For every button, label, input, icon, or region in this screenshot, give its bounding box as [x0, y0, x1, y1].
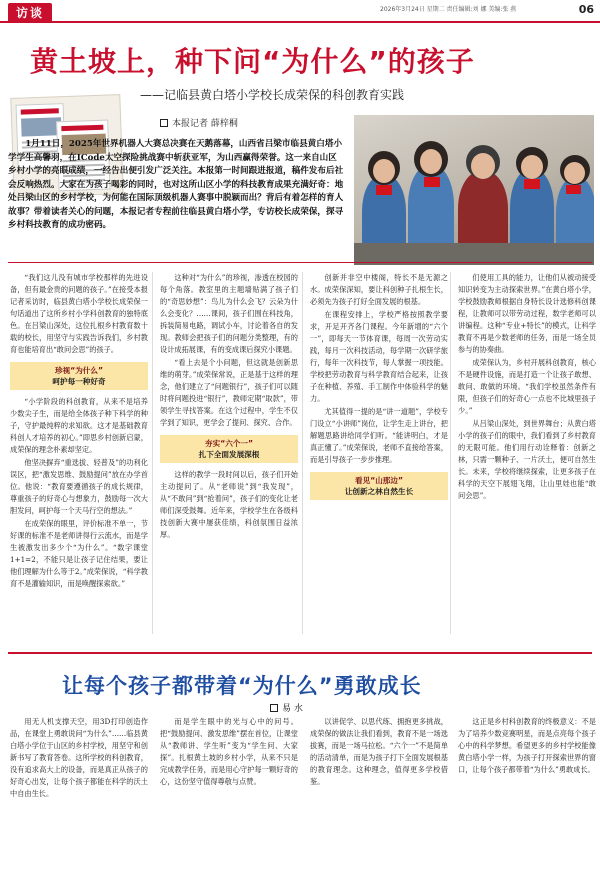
byline-box-icon [270, 704, 278, 712]
commentary-column-2 [160, 716, 298, 872]
subhead-line-1: 夯实“六个一” [205, 439, 253, 448]
subhead-line-2: 让创新之林自然生长 [344, 487, 414, 496]
paragraph: 创新并非空中楼阁，特长不是无源之水。成荣保深知，要让科创种子扎根生长，必须先为孩子打好全面发展的根基。 [310, 273, 448, 306]
paragraph: 在课程安排上，学校严格按照教学要求，开足开齐各门课程。今年新增的“六个一”，即每天一节体育课，每周一次劳动实践，每月一次科技活动，每学期一次研学旅行，每年一次科技节，每人掌握一项技能。学校把劳动教育与科学教育结合起来，让孩子在种植、养殖、手工制作中体验科学的魅力。 [310, 310, 448, 403]
byline-text: 本报记者 薛梓桐 [172, 119, 238, 129]
byline-box-icon [160, 119, 168, 127]
paragraph: 他坚决摒弃“重选拔、轻普及”的功利化误区，把“激发思维、鼓励提问”放在办学首位。他说：“教育要遵循孩子的成长规律，尊重孩子的好奇心与想象力，鼓励每一次大胆发问，呵护每一个天马行空的想法。” [10, 458, 148, 515]
subhead-line-1: 珍视“为什么” [55, 366, 103, 375]
section-divider [8, 262, 592, 263]
page-header [0, 0, 600, 22]
paragraph: 成荣保认为，乡村开展科创教育，核心不是硬件设施，而是打造一个让孩子敢想、敢问、敢做的环境。“我们学校虽然条件有限，但孩子们的好奇心一点也不比城里孩子少。” [458, 358, 596, 415]
commentary-column-1 [10, 716, 148, 872]
commentary-column-4 [458, 716, 596, 872]
column-divider [302, 272, 303, 634]
commentary-column-3 [310, 716, 448, 872]
paragraph: 尤其值得一提的是“讲一道题”，学校专门设立“小讲师”岗位，让学生走上讲台，把解题思路讲给同学们听。“能讲明白，才是真正懂了。”成荣保说，老师不直接给答案，而是引导孩子一步步推理。 [310, 407, 448, 464]
commentary-title: 让每个孩子都带着“为什么”勇敢成长 [62, 674, 422, 698]
page-number: 06 [578, 3, 594, 16]
section-subhead [160, 435, 298, 463]
paragraph: 而是学生眼中的光与心中的问号。把“鼓励提问、激发思维”摆在首位，让课堂从“教师讲、学生听”变为“学生问、大家探”。扎根黄土坡的乡村小学，从来不只是完成教学任务，而是用心守护每一颗好奇的心，这份坚守值得尊敬与点赞。 [160, 717, 298, 786]
column-divider [450, 272, 451, 634]
subhead-line-1: 看见“山那边” [355, 476, 403, 485]
article-byline [160, 116, 238, 129]
paragraph: 这种对“为什么”的珍视，渗透在校园的每个角落。教室里的主题墙贴满了孩子们的“奇思妙想”：鸟儿为什么会飞？云朵为什么会变化？……课间，孩子们围在科技角，拆装简易电路，调试小车，讨论着各自的发现。教师会把孩子们的问题分类整理，有的设计成拓展课，有的变成课后探究小课题。 [160, 273, 298, 354]
paragraph: “看上去是个小问题，但这就是创新思维的萌芽。”成荣保常说，正是基于这样的理念，他们建立了“问题银行”，孩子们可以随时将问题投进“银行”，教师定期“取款”，带领学生寻找答案。在这个过程中，学生不仅学到了知识，更学会了提问、探究、合作。 [160, 358, 298, 427]
section-subhead [10, 362, 148, 390]
classroom-photo [354, 115, 594, 265]
article-column-4 [458, 272, 596, 638]
paragraph: 这样的教学一段时间以后，孩子们开始主动提问了。从“老师说”到“我发现”，从“不敢问”到“抢着问”，孩子们的变化让老师们深受鼓舞。近年来，学校学生在各级科技创新大赛中屡获佳绩，科创氛围日益浓厚。 [160, 470, 298, 539]
commentary-divider [8, 652, 592, 654]
header-rule [0, 21, 600, 23]
paragraph: 以讲促学、以思代练、拥抱更多挑战，成荣保的做法让我们看到，教育不是一场选拔赛，而是一场马拉松。“六个一”不是简单的活动清单，而是为孩子打下全面发展根基的教育理念。这种理念，值得更多学校借鉴。 [310, 717, 448, 786]
article-intro: 1月11日，2025年世界机器人大赛总决赛在天鹅落幕，山西省吕梁市临县黄白塔小学学生高馨羽，在ICode太空探险挑战赛中斩获亚军，为山西赢得荣誉。这一来自山区乡村小学的亮眼成绩，一经告出便引发广泛关注。本报第一时间跟进报道，稿件发布后社会反响热烈。大家在为孩子喝彩的同时，也对这所山区小学的科技教育成果充满好奇：地处吕梁山区的乡村学校，为何能在国际顶级机器人赛事中脱颖而出？背后有着怎样的育人故事？带着读者关心的问题，本报记者专程前往临县黄白塔小学，专访校长成荣保，探寻乡村科技教育的成功密码。 [8, 139, 344, 230]
header-meta: 2026年3月24日 星期二 责任编辑:刘 娜 美编:张 燕 [380, 6, 517, 13]
article-headline: 黄土坡上，种下问“为什么”的孩子 [30, 45, 475, 78]
subhead-line-2: 呵护每一种好奇 [52, 377, 106, 386]
commentary-byline [270, 701, 303, 714]
paragraph: 这正是乡村科创教育的终极意义：不是为了培养少数竞赛明星，而是点亮每个孩子心中的科学梦想。希望更多的乡村学校能像黄白塔小学一样，为孩子打开探索世界的窗口，让每个孩子都带着“为什么”勇敢成长。 [458, 717, 596, 774]
paragraph: 们使用工具的能力，让他们从被动接受知识转变为主动探索世界。”在黄白塔小学，学校鼓励教师根据自身特长设计选修科创课程，让教师可以带劳动过程，数学老师可以讲编程。这种“专业+特长”的模式，让科学教育不再是少数老师的任务，而是一场全员参与的协奏曲。 [458, 273, 596, 354]
subhead-line-2: 扎下全面发展深根 [198, 450, 260, 459]
paragraph: 用无人机支撑天空，用3D打印创造作品，在课堂上勇敢说问“为什么”……临县黄白塔小学位于山区的乡村学校，用坚守和创新书写了教育答卷。这所学校的科创教育，没有追求高大上的设备，而是真正从孩子的好奇心出发，让每个孩子都能在科学的沃土中自由生长。 [10, 717, 148, 798]
commentary-author: 易 水 [282, 704, 303, 714]
column-divider [152, 272, 153, 634]
paragraph: “我们这儿没有城市学校那样的先进设备，但有最金贵的问题的孩子。”在接受本报记者采访时，临县黄白塔小学校长成荣保一句话道出了这所乡村小学科创教育的独特底色。在吕梁山深处，这位扎根乡村教育数十载的校长，用坚守与实践告诉我们，乡村教育也能培育出“敢问会思”的孩子。 [10, 273, 148, 354]
section-tag: 访谈 [8, 3, 52, 23]
section-subhead [310, 472, 448, 500]
paragraph: “小学阶段的科创教育，从来不是培养少数尖子生，而是给全体孩子种下科学的种子，守护最纯粹的求知欲。这才是基础教育科创人才培养的初心。”即思乡村创新启蒙，成荣保的理念朴素却坚定。 [10, 397, 148, 454]
article-column-2 [160, 272, 298, 638]
paragraph: 在成荣保的眼里，评价标准不单一，节好课的标准不是老师讲得行云流水，而是学生被激发出多少个“为什么”。“数字课堂1+1=2，不能只是让孩子记住结果，要让他们理解为什么等于2。”成荣保说，“科学教育不是灌输知识，而是唤醒探索欲。” [10, 519, 148, 588]
paragraph: 从吕梁山深处，到世界舞台；从黄白塔小学的孩子们的眼中，我们看到了乡村教育的无限可能。他们用行动诠释着：创新之林，只需一颗种子、一片沃土，便可自然生长。未来，学校将继续探索，让更多孩子在科学的天空下展翅飞翔，让山里娃也能“敢问会思”。 [458, 419, 596, 500]
article-subheadline: ——记临县黄白塔小学校长成荣保的科创教育实践 [140, 88, 405, 102]
article-column-3 [310, 272, 448, 638]
article-column-1 [10, 272, 148, 638]
